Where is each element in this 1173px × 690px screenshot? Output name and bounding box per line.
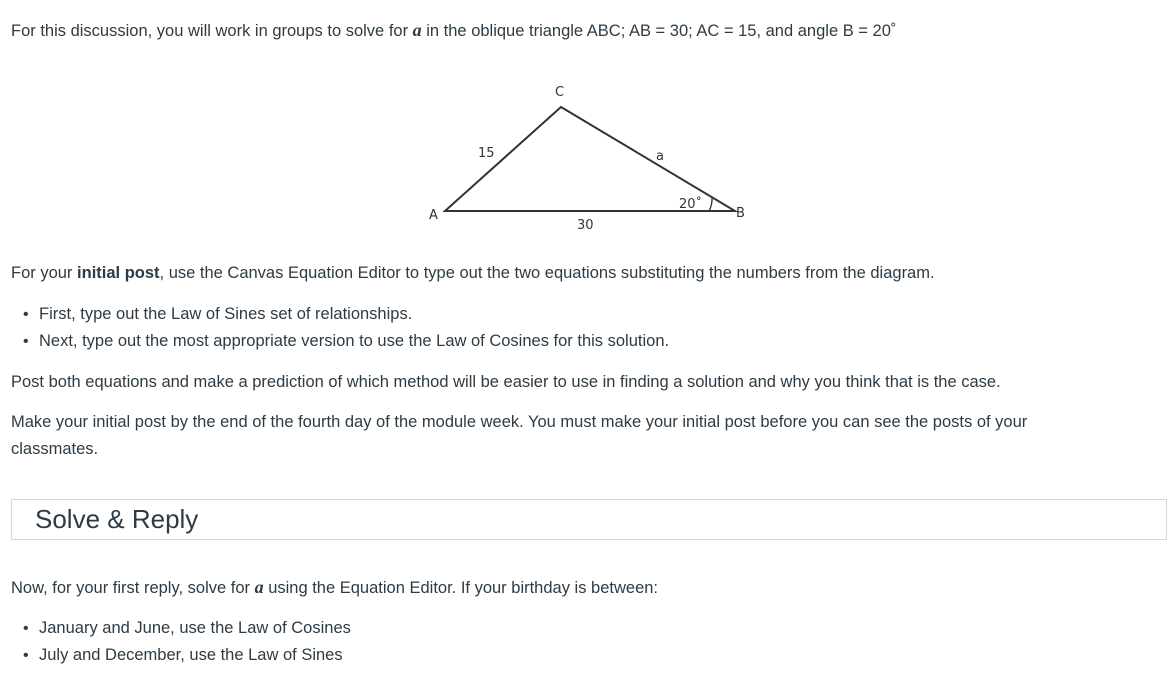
initial-post-bold: initial post (77, 264, 160, 282)
side-ab-label: 30 (577, 218, 594, 233)
triangle-diagram (420, 80, 760, 240)
angle-b-label: 20˚ (679, 197, 703, 212)
vertex-c-label: C (555, 85, 565, 100)
deadline-paragraph-line2: classmates. (11, 440, 99, 458)
vertex-a-label: A (429, 208, 438, 223)
list-item: • July and December, use the Law of Sines (11, 642, 351, 669)
variable-a: a (412, 20, 422, 40)
reply-paragraph: Now, for your first reply, solve for a using the Equation Editor. If your birthday is between: (11, 577, 659, 597)
reply-list (11, 615, 351, 669)
vertex-b-label: B (736, 206, 745, 221)
variable-a: a (254, 577, 264, 597)
list-item: • January and June, use the Law of Cosines (11, 615, 351, 642)
initial-post-list (11, 301, 669, 355)
list-item: • Next, type out the most appropriate version to use the Law of Cosines for this solution. (11, 328, 669, 355)
solve-reply-section (11, 499, 1167, 540)
list-item: • First, type out the Law of Sines set of relationships. (11, 301, 669, 328)
initial-post-paragraph: For your initial post, use the Canvas Equation Editor to type out the two equations substituting the numbers from the diagram. (11, 264, 935, 282)
side-ac-label: 15 (478, 146, 495, 161)
side-a-label: a (656, 149, 664, 164)
intro-paragraph: For this discussion, you will work in groups to solve for a in the oblique triangle ABC; AB = 30; AC = 15, and angle B = 20˚ (11, 20, 897, 40)
section-heading: Solve & Reply (35, 504, 199, 534)
deadline-paragraph-line1: Make your initial post by the end of the fourth day of the module week. You must make your initial post before you can see the posts of your (11, 413, 1028, 431)
angle-b-arc (709, 197, 712, 211)
post-both-paragraph: Post both equations and make a prediction of which method will be easier to use in finding a solution and why you think that is the case. (11, 373, 1001, 391)
